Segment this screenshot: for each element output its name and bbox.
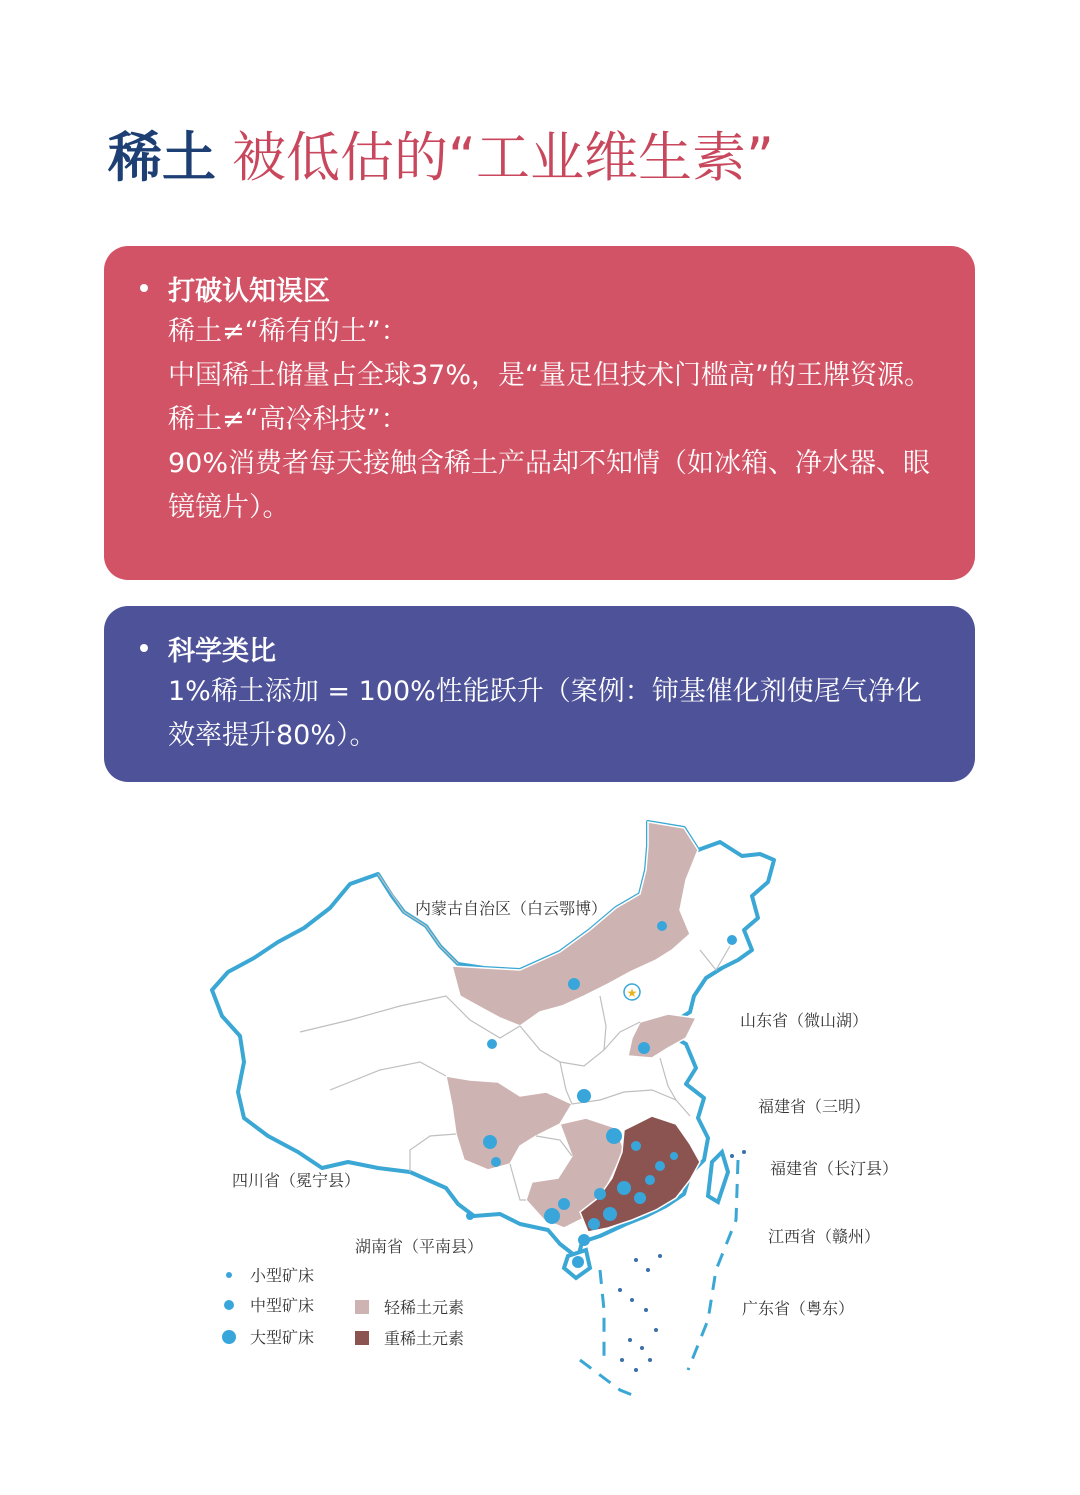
taiwan-island (708, 1152, 728, 1202)
label-fujian-sanming: 福建省（三明） (758, 1097, 871, 1116)
label-shandong: 山东省（微山湖） (740, 1011, 869, 1030)
legend-large-deposit-icon (222, 1330, 236, 1344)
legend-medium-deposit-icon (224, 1300, 234, 1310)
analogy-card (104, 606, 975, 782)
title-subtitle: 被低估的“工业维生素” (232, 126, 774, 189)
rare-earth-map (0, 800, 1080, 1420)
legend-medium-label: 中型矿床 (250, 1296, 315, 1315)
label-jiangxi: 江西省（赣州） (768, 1227, 881, 1246)
svg-text:★: ★ (626, 986, 638, 1000)
legend-light-label: 轻稀土元素 (384, 1298, 465, 1317)
label-fujian-changting: 福建省（长汀县） (770, 1159, 899, 1178)
map-legend (222, 1266, 464, 1348)
misconception-line: 稀土≠“稀有的土”： (168, 316, 408, 347)
misconception-heading-row (140, 266, 975, 310)
legend-heavy-ree-swatch (355, 1331, 369, 1345)
misconception-line: 90%消费者每天接触含稀土产品却不知情（如冰箱、净水器、眼 (168, 448, 931, 479)
bullet-icon (140, 644, 148, 652)
title-keyword: 稀土 (108, 126, 216, 189)
label-guangdong: 广东省（粤东） (742, 1299, 855, 1318)
analogy-heading: 科学类比 (168, 635, 276, 667)
misconception-line: 稀土≠“高冷科技”： (168, 404, 408, 435)
label-hunan: 湖南省（平南县） (355, 1237, 484, 1256)
legend-heavy-label: 重稀土元素 (384, 1329, 465, 1348)
misconception-line: 镜镜片）。 (168, 492, 290, 523)
legend-light-ree-swatch (355, 1300, 369, 1314)
misconception-card (104, 246, 975, 580)
label-inner-mongolia: 内蒙古自治区（白云鄂博） (415, 899, 608, 918)
bullet-icon (140, 284, 148, 292)
misconception-line: 中国稀土储量占全球37%，是“量足但技术门槛高”的王牌资源。 (168, 360, 931, 391)
analogy-line: 1%稀土添加 = 100%性能跃升（案例：铈基催化剂使尾气净化 (168, 676, 922, 707)
legend-small-deposit-icon (226, 1272, 232, 1278)
misconception-heading: 打破认知误区 (168, 275, 330, 307)
analogy-heading-row (140, 626, 975, 670)
legend-large-label: 大型矿床 (250, 1328, 315, 1347)
label-sichuan: 四川省（冕宁县） (232, 1171, 361, 1190)
page-title (108, 118, 774, 198)
analogy-line: 效率提升80%）。 (168, 720, 377, 751)
legend-small-label: 小型矿床 (250, 1266, 315, 1285)
